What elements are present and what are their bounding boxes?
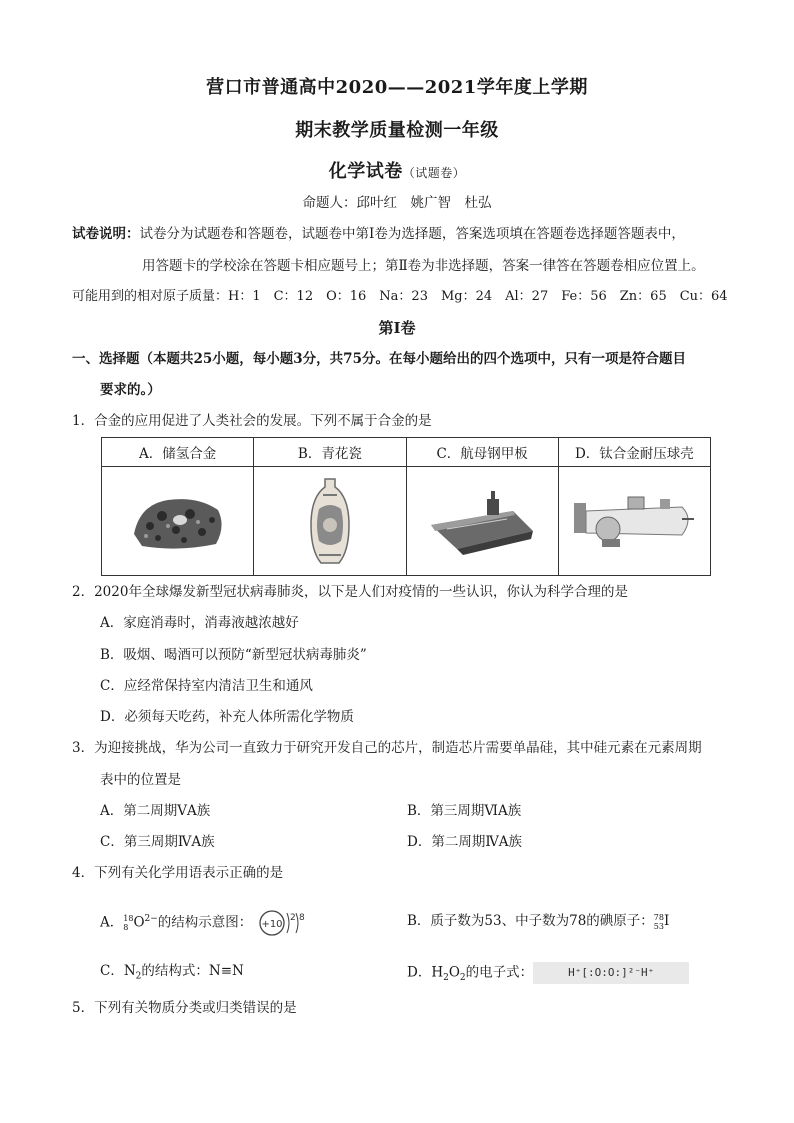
- q4-d-text: 的电子式：: [465, 964, 534, 981]
- q1-option-b: B．青花瓷: [254, 438, 406, 467]
- section1-line2: 要求的。）: [100, 382, 161, 398]
- q3-stem-line2: 表中的位置是: [100, 772, 181, 788]
- q3-option-d: D．第二周期ⅣA族: [407, 834, 523, 850]
- q4-a-charge: 2−: [144, 914, 158, 924]
- q4-b-nuclide: [654, 913, 664, 931]
- q4-option-c: [100, 962, 244, 986]
- q2-option-d: D．必须每天吃药，补充人体所需化学物质: [100, 709, 354, 725]
- q2-option-a: A．家庭消毒时，消毒液越浓越好: [100, 615, 299, 631]
- q4-d-mid: O: [448, 964, 460, 981]
- part1-heading: 第Ⅰ卷: [378, 319, 416, 337]
- atomic-masses: 可能用到的相对原子质量：H：1 C：12 O：16 Na：23 Mg：24 Al：27 Fe：56 Zn：65 Cu：64: [72, 289, 728, 304]
- q4-a-atomic-number: 8: [123, 923, 129, 932]
- subject-note: （试题卷）: [402, 166, 466, 180]
- atom-structure-diagram: [257, 908, 307, 938]
- q1-option-a: A．储氢合金: [102, 438, 254, 467]
- q2-option-c: C．应经常保持室内清洁卫生和通风: [100, 678, 313, 694]
- q4-b-text: B．质子数为53、中子数为78的碘原子：: [407, 913, 654, 929]
- q3-option-a: A．第二周期ⅤA族: [100, 803, 211, 819]
- q4-stem: 4．下列有关化学用语表示正确的是: [72, 865, 284, 881]
- q1-stem: 1．合金的应用促进了人类社会的发展。下列不属于合金的是: [72, 413, 432, 429]
- instructions-label: 试卷说明：: [72, 226, 140, 242]
- q4-a-nuclide: [123, 914, 133, 932]
- instructions-text1: 试卷分为试题卷和答题卷，试题卷中第Ⅰ卷为选择题，答案选项填在答题卷选择题答题表中，: [139, 226, 685, 242]
- q1-image-cell-a: [102, 467, 254, 576]
- section1-line1: 一、选择题（本题共25小题，每小题3分，共75分。在每小题给出的四个选项中，只有一项是符合题目: [72, 351, 686, 367]
- q2-option-b: B．吸烟、喝酒可以预防“新型冠状病毒肺炎”: [100, 647, 367, 663]
- electron-formula-image: H⁺[:O:O:]²⁻H⁺: [533, 962, 689, 984]
- q2-stem: 2．2020年全球爆发新型冠状病毒肺炎，以下是人们对疫情的一些认识，你认为科学合理的是: [72, 584, 628, 600]
- q4-option-d: [407, 962, 689, 987]
- shell-1-electrons: 2: [289, 913, 296, 923]
- exam-title: 营口市普通高中2020——2021学年度上学期: [206, 77, 588, 98]
- hydrogen-storage-alloy-image: [128, 486, 228, 556]
- q1-image-cell-c: [406, 467, 558, 576]
- q3-option-b: B．第三周期ⅥA族: [407, 803, 522, 819]
- q4-c-text: 的结构式：N≡N: [141, 963, 244, 979]
- instructions-line2: 用答题卡的学校涂在答题卡相应题号上；第Ⅱ卷为非选择题，答案一律答在答题卷相应位置上。: [142, 258, 705, 274]
- q4-b-atomic-number: 53: [653, 921, 664, 931]
- q4-a-prefix: A．: [100, 914, 124, 931]
- instructions-line1: [72, 225, 685, 243]
- q4-a-symbol: O: [133, 914, 145, 931]
- q1-options-table: [101, 437, 711, 576]
- q4-option-b: [407, 912, 669, 931]
- porcelain-vase-image: [305, 475, 355, 567]
- q4-d-sub2: 2: [459, 973, 466, 984]
- submersible-image: [572, 489, 696, 553]
- q1-option-d: D．钛合金耐压球壳: [558, 438, 710, 467]
- exam-subtitle: 期末教学质量检测一年级: [295, 120, 499, 141]
- nucleus-charge: +10: [261, 919, 283, 930]
- q3-option-c: C．第三周期ⅣA族: [100, 834, 215, 850]
- exam-subject: [0, 157, 794, 183]
- q4-c-prefix: C．N: [100, 963, 136, 979]
- q4-a-text: 的结构示意图：: [157, 914, 253, 931]
- subject-name: 化学试卷: [328, 161, 403, 182]
- q4-b-symbol: I: [663, 913, 670, 929]
- q4-a-mass-number: 18: [123, 914, 134, 923]
- q1-image-cell-b: [254, 467, 406, 576]
- authors: 命题人：邱叶红 姚广智 杜弘: [302, 195, 492, 211]
- q4-option-a: [100, 906, 307, 938]
- q3-stem-line1: 3．为迎接挑战，华为公司一直致力于研究开发自己的芯片，制造芯片需要单晶硅，其中硅元素在元素周期: [72, 740, 702, 756]
- q1-image-cell-d: [558, 467, 710, 576]
- q4-c-sub: 2: [135, 971, 142, 982]
- q1-option-c: C．航母钢甲板: [406, 438, 558, 467]
- shell-2-electrons: 8: [298, 913, 305, 923]
- q4-d-prefix: D．H: [407, 964, 444, 981]
- q4-b-mass-number: 78: [653, 912, 664, 922]
- q5-stem: 5．下列有关物质分类或归类错误的是: [72, 1000, 297, 1016]
- q4-d-sub1: 2: [443, 973, 449, 984]
- aircraft-carrier-image: [427, 485, 537, 557]
